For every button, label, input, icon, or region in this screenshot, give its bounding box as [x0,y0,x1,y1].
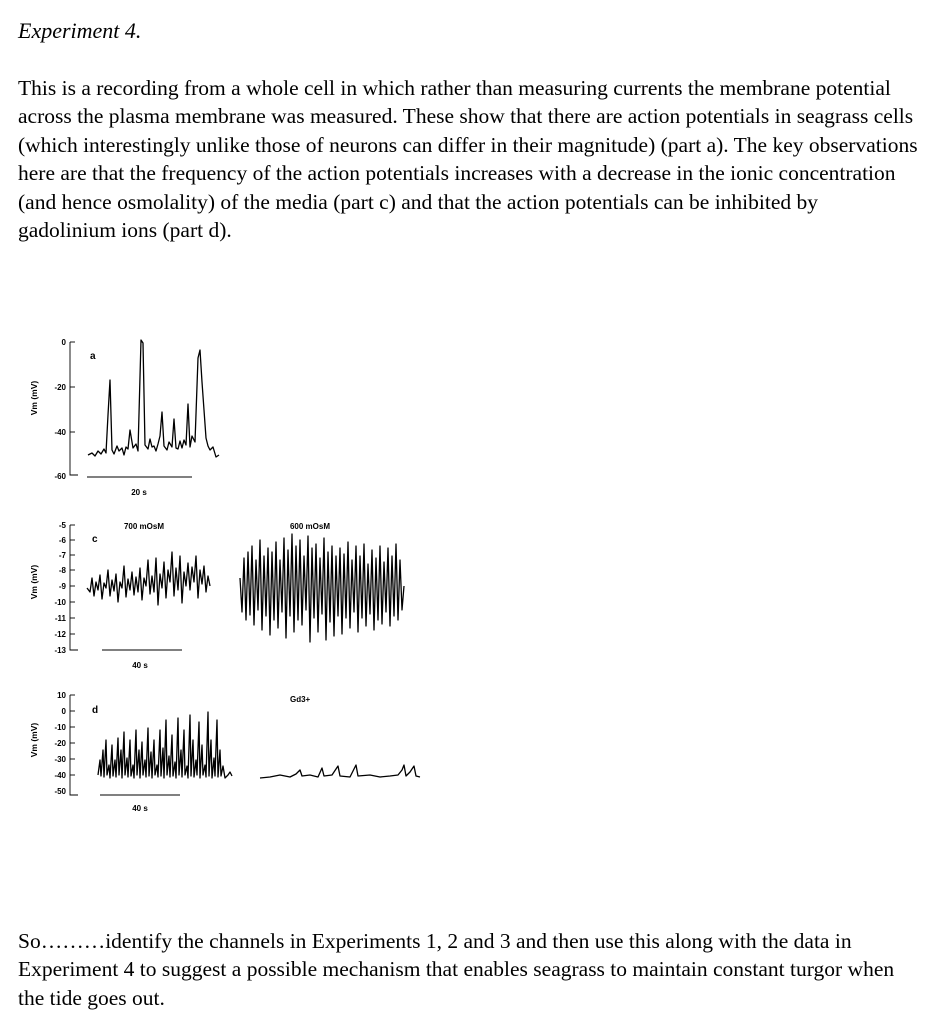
panel-c-trace-700 [87,552,210,605]
tick-label: -30 [54,755,66,764]
tick-label: -8 [58,566,66,575]
panel-a-y-label: Vm (mV) [29,380,39,416]
tick-label: -12 [54,630,66,639]
panel-c-letter: c [92,534,98,545]
panel-c-condition-left: 700 mOsM [123,522,165,531]
tick-label: -9 [58,582,66,591]
tick-label: -6 [58,536,66,545]
tick-label: -10 [54,598,66,607]
tick-label: -7 [58,551,66,560]
panel-a-letter: a [90,351,96,362]
panel-a [29,338,219,497]
panel-d-trace-control [98,712,232,778]
tick-label: -10 [54,723,66,732]
panel-d-treatment [290,695,311,704]
panel-d-y-label: Vm (mV) [29,722,39,758]
tick-label: -20 [54,383,66,392]
tick-label: 10 [57,691,66,700]
figure-svg [0,320,952,820]
experiment-heading: Experiment 4. [18,18,142,43]
intro-paragraph: This is a recording from a whole cell in which rather than measuring currents the membrane potential across the plasma membrane was measured. These show that there are action potentials in seagrass cells (which interestingly unlike those of neurons can differ in their magnitude) (part a). The key observations here are that the frequency of the action potentials increases with a decrease in the ionic concentration (and hence osmolality) of the media (part c) and that the action potentials can be inhibited by gadolinium ions (part d). [18,76,918,243]
tick-label: -50 [54,787,66,796]
panel-d-scale-label: 40 s [132,804,148,813]
closing-paragraph: So………identify the channels in Experiments 1, 2 and 3 and then use this along with the data in Experiment 4 to suggest a possible mechanism that enables seagrass to maintain constant turgor when the tide goes out. [18,929,895,1010]
panel-d-letter: d [92,705,99,716]
panel-a-scale-label: 20 s [131,488,147,497]
tick-label: -13 [54,646,66,655]
panel-d-trace-gd [260,765,420,778]
panel-c-ticks [54,521,75,655]
tick-label: -40 [54,428,66,437]
tick-label: -40 [54,771,66,780]
tick-label: -60 [54,472,66,481]
tick-label: -5 [58,521,66,530]
panel-d-y-axis [70,695,78,795]
tick-label: 0 [61,707,66,716]
panel-a-y-axis [70,342,78,475]
panel-c [29,521,404,670]
tick-label: -20 [54,739,66,748]
panel-d-ticks [54,691,75,796]
panel-a-ticks [54,338,75,481]
panel-d [29,691,420,813]
panel-c-condition-right: 600 mOsM [289,522,331,531]
panel-c-y-label: Vm (mV) [29,564,39,600]
treatment-text: Gd3+ [290,695,311,704]
panel-a-trace [88,340,219,457]
tick-label: -11 [54,614,66,623]
panel-c-trace-600 [240,534,404,642]
panel-c-scale-label: 40 s [132,661,148,670]
tick-label: 0 [61,338,66,347]
membrane-potential-figure [0,320,952,820]
panel-c-y-axis [70,525,78,650]
